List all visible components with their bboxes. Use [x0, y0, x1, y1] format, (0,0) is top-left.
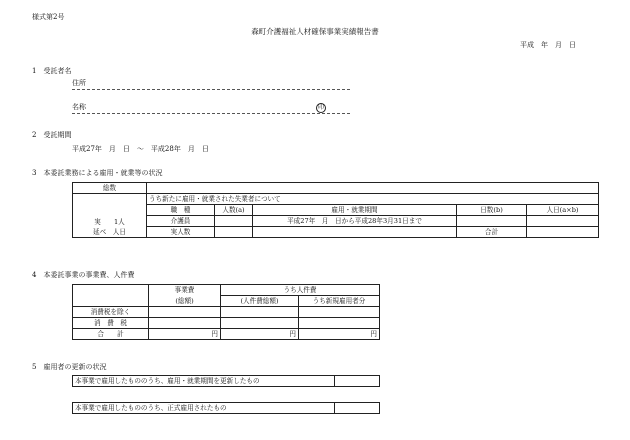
- col-project-cost-sub: (総額): [149, 296, 221, 307]
- employment-table: [72, 182, 599, 238]
- total-cell[interactable]: [147, 183, 599, 194]
- new-excl-tax-cell[interactable]: [299, 307, 380, 318]
- row-excl-tax: 消費税を除く: [73, 307, 149, 318]
- cost-excl-tax-cell[interactable]: [149, 307, 221, 318]
- blank-cell: [253, 227, 457, 238]
- col-count: 人数(a): [215, 205, 253, 216]
- col-days: 日数(b): [457, 205, 527, 216]
- sum-label: 合計: [457, 227, 527, 238]
- renewed-label: 本事業で雇用したもののうち、雇用・就業期間を更新したもの: [73, 376, 335, 387]
- renewal-table-1: [72, 375, 380, 387]
- row-total: 合 計: [73, 329, 149, 340]
- formal-hire-cell[interactable]: [335, 403, 380, 414]
- section-4-heading: 4 本委託事業の事業費、人件費: [32, 271, 135, 279]
- labor-excl-tax-cell[interactable]: [221, 307, 299, 318]
- renewal-table-2: [72, 402, 380, 414]
- cost-tax-cell[interactable]: [149, 318, 221, 329]
- section-3-heading: 3 本委託業務による雇用・就業等の状況: [32, 169, 163, 177]
- section-5-heading: 5 雇用者の更新の状況: [32, 363, 107, 371]
- person-days-cell[interactable]: [527, 216, 599, 227]
- name-label: 名称: [72, 103, 86, 111]
- renewed-cell[interactable]: [335, 376, 380, 387]
- count-cell[interactable]: [215, 216, 253, 227]
- labor-tax-cell[interactable]: [221, 318, 299, 329]
- period-value: 平成27年 月 日から平成28年3月31日まで: [253, 216, 457, 227]
- labor-total-yen[interactable]: 円: [221, 329, 299, 340]
- new-tax-cell[interactable]: [299, 318, 380, 329]
- col-person-days: 人日(a×b): [527, 205, 599, 216]
- section-1-heading: 1 受託者名: [32, 67, 72, 75]
- name-field[interactable]: [72, 113, 350, 114]
- form-number: 様式第2号: [32, 13, 65, 21]
- cost-table-corner: [73, 285, 149, 307]
- contract-period: 平成27年 月 日 ～ 平成28年 月 日: [72, 145, 209, 153]
- row-label-cell: [73, 194, 147, 238]
- col-labor-total: (人件費総額): [221, 296, 299, 307]
- section-2-heading: 2 受託期間: [32, 131, 72, 139]
- col-project-cost: 事業費: [149, 285, 221, 296]
- col-job-type: 職 種: [147, 205, 215, 216]
- total-label: 総数: [73, 183, 147, 194]
- col-labor-cost: うち人件費: [221, 285, 380, 296]
- row-tax: 消 費 税: [73, 318, 149, 329]
- address-label: 住所: [72, 79, 86, 87]
- new-total-yen[interactable]: 円: [299, 329, 380, 340]
- actual-count-cell[interactable]: [215, 227, 253, 238]
- sum-cell[interactable]: [527, 227, 599, 238]
- job-type-value: 介護員: [147, 216, 215, 227]
- page-title: 森町介護福祉人材確保事業実績報告書: [251, 27, 379, 36]
- formal-hire-label: 本事業で雇用したもののうち、正式雇用されたもの: [73, 403, 335, 414]
- actual-count-label: 実人数: [147, 227, 215, 238]
- report-date: 平成 年 月 日: [520, 41, 576, 49]
- col-labor-new: うち新規雇用者分: [299, 296, 380, 307]
- cost-total-yen[interactable]: 円: [149, 329, 221, 340]
- new-hires-label: うち新たに雇用・就業された失業者について: [147, 194, 599, 205]
- days-cell[interactable]: [457, 216, 527, 227]
- row-label-cumulative: 延べ 人日: [93, 227, 126, 236]
- cost-table: [72, 284, 380, 340]
- seal-mark: 印: [317, 104, 324, 111]
- col-period: 雇用・就業期間: [253, 205, 457, 216]
- address-field[interactable]: [72, 89, 350, 90]
- row-label-actual: 実 1人: [94, 217, 125, 226]
